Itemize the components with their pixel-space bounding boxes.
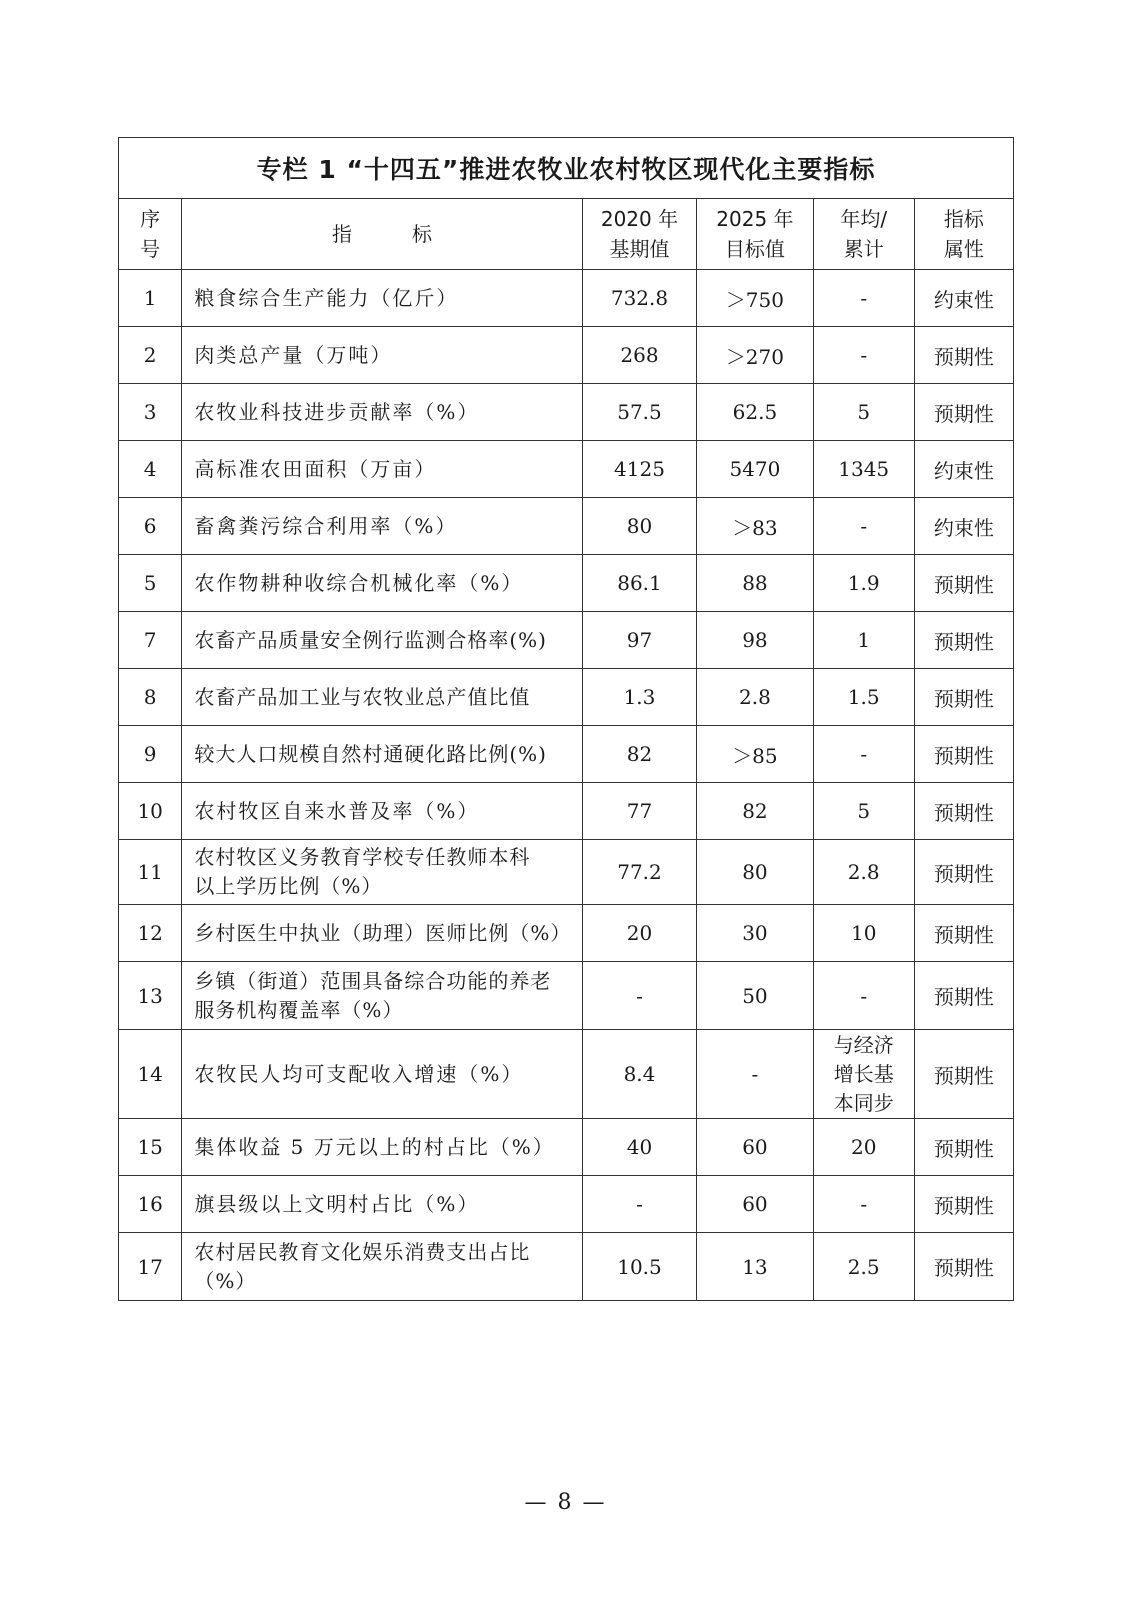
row-seq: 13	[119, 962, 182, 1030]
row-annual-value: -	[813, 962, 914, 1030]
row-indicator	[182, 1233, 582, 1301]
row-seq: 17	[119, 1233, 182, 1301]
row-annual-value: 1.5	[813, 669, 914, 726]
row-base-value: 80	[582, 498, 696, 555]
row-attribute: 预期性	[914, 783, 1013, 840]
table-row	[119, 555, 1014, 612]
table-row	[119, 840, 1014, 905]
header-annual-line2: 累计	[843, 237, 884, 261]
table-row	[119, 1030, 1014, 1119]
row-base-value: 77	[582, 783, 696, 840]
row-indicator: 粮食综合生产能力（亿斤）	[182, 270, 582, 327]
row-base-value: 77.2	[582, 840, 696, 905]
row-indicator	[182, 840, 582, 905]
row-target-value: 50	[697, 962, 813, 1030]
row-indicator: 旗县级以上文明村占比（%）	[182, 1176, 582, 1233]
row-attribute: 预期性	[914, 1176, 1013, 1233]
row-seq: 1	[119, 270, 182, 327]
header-seq-line1: 序	[140, 207, 161, 231]
table-row	[119, 498, 1014, 555]
row-attribute: 预期性	[914, 840, 1013, 905]
row-indicator-line2: 服务机构覆盖率（%）	[194, 997, 404, 1022]
row-indicator-line1: 乡镇（街道）范围具备综合功能的养老	[194, 968, 552, 993]
row-indicator: 高标准农田面积（万亩）	[182, 441, 582, 498]
row-seq: 12	[119, 905, 182, 962]
row-annual-value: 5	[813, 384, 914, 441]
row-target-value: 82	[697, 783, 813, 840]
row-seq: 3	[119, 384, 182, 441]
row-seq: 15	[119, 1119, 182, 1176]
table-row	[119, 1176, 1014, 1233]
header-seq	[119, 199, 182, 270]
row-indicator-line2: （%）	[194, 1268, 257, 1293]
row-target-value: 5470	[697, 441, 813, 498]
header-row	[119, 199, 1014, 270]
row-annual-line1: 与经济	[833, 1032, 894, 1057]
row-annual-value: 2.5	[813, 1233, 914, 1301]
row-indicator-line2: 以上学历比例（%）	[194, 874, 383, 898]
indicator-table	[118, 137, 1014, 1301]
row-base-value: 8.4	[582, 1030, 696, 1119]
table-title: 专栏 1 “十四五”推进农牧业农村牧区现代化主要指标	[119, 138, 1014, 199]
table-row	[119, 270, 1014, 327]
row-indicator: 农牧民人均可支配收入增速（%）	[182, 1030, 582, 1119]
table-row	[119, 441, 1014, 498]
header-attr-line2: 属性	[943, 237, 984, 261]
header-target-line1: 2025 年	[716, 207, 794, 231]
row-indicator: 畜禽粪污综合利用率（%）	[182, 498, 582, 555]
row-annual-value	[813, 1030, 914, 1119]
row-indicator: 农村牧区自来水普及率（%）	[182, 783, 582, 840]
table-row	[119, 612, 1014, 669]
table-row	[119, 726, 1014, 783]
row-annual-value: 5	[813, 783, 914, 840]
row-seq: 8	[119, 669, 182, 726]
row-indicator: 农牧业科技进步贡献率（%）	[182, 384, 582, 441]
row-seq: 11	[119, 840, 182, 905]
row-seq: 16	[119, 1176, 182, 1233]
row-base-value: 40	[582, 1119, 696, 1176]
table-row	[119, 905, 1014, 962]
header-target-line2: 目标值	[724, 237, 785, 261]
row-base-value: -	[582, 1176, 696, 1233]
row-annual-value: 1345	[813, 441, 914, 498]
row-base-value: -	[582, 962, 696, 1030]
row-base-value: 57.5	[582, 384, 696, 441]
row-indicator: 乡村医生中执业（助理）医师比例（%）	[182, 905, 582, 962]
header-base-line1: 2020 年	[600, 207, 679, 231]
row-base-value: 10.5	[582, 1233, 696, 1301]
row-attribute: 预期性	[914, 384, 1013, 441]
row-attribute: 预期性	[914, 962, 1013, 1030]
page-number: — 8 —	[524, 1490, 607, 1515]
row-attribute: 约束性	[914, 498, 1013, 555]
row-target-value: -	[697, 1030, 813, 1119]
row-annual-value: 20	[813, 1119, 914, 1176]
row-target-value: ＞270	[697, 327, 813, 384]
row-target-value: 60	[697, 1119, 813, 1176]
row-annual-value: -	[813, 726, 914, 783]
row-attribute: 预期性	[914, 726, 1013, 783]
row-seq: 9	[119, 726, 182, 783]
header-annual-line1: 年均/	[840, 207, 888, 231]
row-indicator: 集体收益 5 万元以上的村占比（%）	[182, 1119, 582, 1176]
row-seq: 14	[119, 1030, 182, 1119]
header-base	[582, 199, 696, 270]
table-row	[119, 783, 1014, 840]
header-annual	[813, 199, 914, 270]
table-row	[119, 384, 1014, 441]
header-attr	[914, 199, 1013, 270]
row-seq: 7	[119, 612, 182, 669]
table-row	[119, 1119, 1014, 1176]
table-row	[119, 669, 1014, 726]
row-target-value: 2.8	[697, 669, 813, 726]
row-annual-value: -	[813, 327, 914, 384]
row-target-value: 60	[697, 1176, 813, 1233]
row-target-value: ＞85	[697, 726, 813, 783]
row-annual-value: -	[813, 498, 914, 555]
row-seq: 4	[119, 441, 182, 498]
row-annual-value: 10	[813, 905, 914, 962]
row-indicator: 肉类总产量（万吨）	[182, 327, 582, 384]
row-target-value: 88	[697, 555, 813, 612]
row-annual-line3: 本同步	[833, 1090, 894, 1115]
row-attribute: 预期性	[914, 669, 1013, 726]
header-target	[697, 199, 813, 270]
row-attribute: 预期性	[914, 612, 1013, 669]
row-base-value: 86.1	[582, 555, 696, 612]
row-annual-value: -	[813, 270, 914, 327]
row-seq: 2	[119, 327, 182, 384]
row-base-value: 97	[582, 612, 696, 669]
row-target-value: ＞83	[697, 498, 813, 555]
indicator-table-wrapper	[118, 137, 1014, 1301]
row-target-value: 13	[697, 1233, 813, 1301]
row-indicator: 农畜产品质量安全例行监测合格率(%)	[182, 612, 582, 669]
row-attribute: 预期性	[914, 905, 1013, 962]
row-target-value: ＞750	[697, 270, 813, 327]
header-base-line2: 基期值	[609, 237, 670, 261]
table-row	[119, 962, 1014, 1030]
row-base-value: 82	[582, 726, 696, 783]
row-attribute: 预期性	[914, 1119, 1013, 1176]
row-annual-value: 1.9	[813, 555, 914, 612]
row-indicator	[182, 962, 582, 1030]
row-seq: 10	[119, 783, 182, 840]
row-seq: 5	[119, 555, 182, 612]
row-target-value: 98	[697, 612, 813, 669]
row-attribute: 约束性	[914, 441, 1013, 498]
row-base-value: 268	[582, 327, 696, 384]
table-row	[119, 327, 1014, 384]
row-indicator: 较大人口规模自然村通硬化路比例(%)	[182, 726, 582, 783]
row-indicator-line1: 农村牧区义务教育学校专任教师本科	[194, 845, 531, 869]
row-attribute: 约束性	[914, 270, 1013, 327]
row-base-value: 4125	[582, 441, 696, 498]
row-attribute: 预期性	[914, 1233, 1013, 1301]
row-attribute: 预期性	[914, 327, 1013, 384]
table-row	[119, 1233, 1014, 1301]
row-indicator: 农畜产品加工业与农牧业总产值比值	[182, 669, 582, 726]
row-attribute: 预期性	[914, 1030, 1013, 1119]
row-annual-value: -	[813, 1176, 914, 1233]
header-seq-line2: 号	[140, 237, 161, 261]
row-base-value: 20	[582, 905, 696, 962]
header-attr-line1: 指标	[943, 207, 984, 231]
row-target-value: 80	[697, 840, 813, 905]
row-target-value: 30	[697, 905, 813, 962]
row-annual-value: 2.8	[813, 840, 914, 905]
header-indicator: 指 标	[182, 199, 582, 270]
row-indicator: 农作物耕种收综合机械化率（%）	[182, 555, 582, 612]
row-base-value: 732.8	[582, 270, 696, 327]
row-annual-value: 1	[813, 612, 914, 669]
row-seq: 6	[119, 498, 182, 555]
row-annual-line2: 增长基	[833, 1061, 894, 1086]
row-base-value: 1.3	[582, 669, 696, 726]
row-target-value: 62.5	[697, 384, 813, 441]
row-attribute: 预期性	[914, 555, 1013, 612]
row-indicator-line1: 农村居民教育文化娱乐消费支出占比	[194, 1239, 531, 1264]
